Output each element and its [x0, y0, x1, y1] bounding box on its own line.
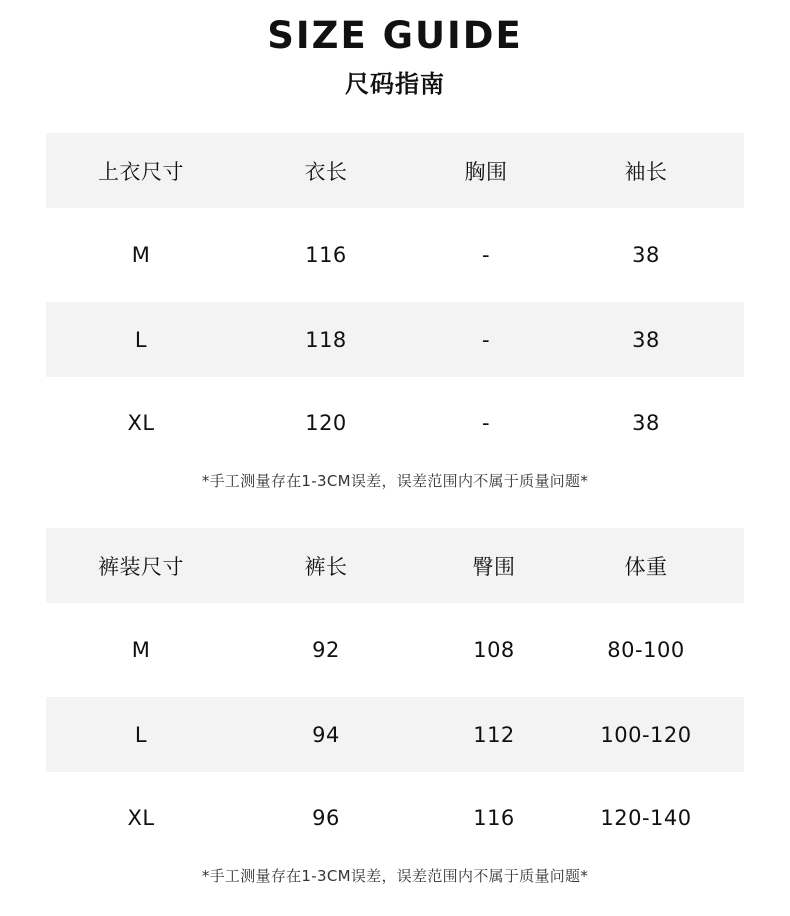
table-cell: 94 [312, 722, 340, 747]
table-cell: 38 [632, 327, 660, 352]
table-cell: L [134, 327, 148, 352]
table-row [46, 208, 744, 292]
table-cell: 80-100 [607, 638, 685, 662]
pants-size-table [46, 528, 744, 855]
header-cell: 臀围 [472, 554, 516, 579]
table-header-row [46, 528, 744, 603]
table-row [46, 292, 744, 376]
table-cell: 112 [473, 722, 515, 747]
table-cell: XL [127, 806, 155, 830]
header-cell: 体重 [624, 554, 668, 579]
table-cell: 38 [632, 243, 660, 267]
table-cell: 116 [305, 243, 347, 267]
top-size-table [46, 133, 744, 460]
header-cell: 袖长 [624, 159, 668, 184]
header-cell: 上衣尺寸 [98, 159, 184, 184]
table-cell: 100-120 [600, 722, 692, 747]
table-cell: 92 [312, 638, 340, 662]
table-cell: - [481, 327, 491, 352]
table-cell: - [481, 411, 491, 435]
table-header-row [46, 133, 744, 208]
header-cell: 衣长 [304, 159, 348, 184]
table-row [46, 771, 744, 855]
table-row [46, 603, 744, 687]
table-cell: M [131, 243, 151, 267]
table-cell: M [131, 638, 151, 662]
header-cell: 裤长 [304, 554, 348, 579]
measurement-note: *手工测量存在1-3CM误差，误差范围内不属于质量问题* [201, 472, 589, 490]
table-cell: 38 [632, 411, 660, 435]
page-subtitle: 尺码指南 [345, 70, 445, 98]
header-cell: 裤装尺寸 [98, 554, 184, 579]
table-cell: - [481, 243, 491, 267]
table-row [46, 687, 744, 771]
table-row [46, 376, 744, 460]
page-title: SIZE GUIDE [267, 14, 523, 57]
table-cell: 120 [305, 411, 347, 435]
table-cell: 120-140 [600, 806, 692, 830]
table-cell: XL [127, 411, 155, 435]
header-cell: 胸围 [464, 159, 508, 184]
table-cell: 96 [312, 806, 340, 830]
table-cell: 108 [473, 638, 515, 662]
measurement-note: *手工测量存在1-3CM误差，误差范围内不属于质量问题* [201, 867, 589, 885]
table-cell: 116 [473, 806, 515, 830]
table-cell: L [134, 722, 148, 747]
table-cell: 118 [305, 327, 347, 352]
